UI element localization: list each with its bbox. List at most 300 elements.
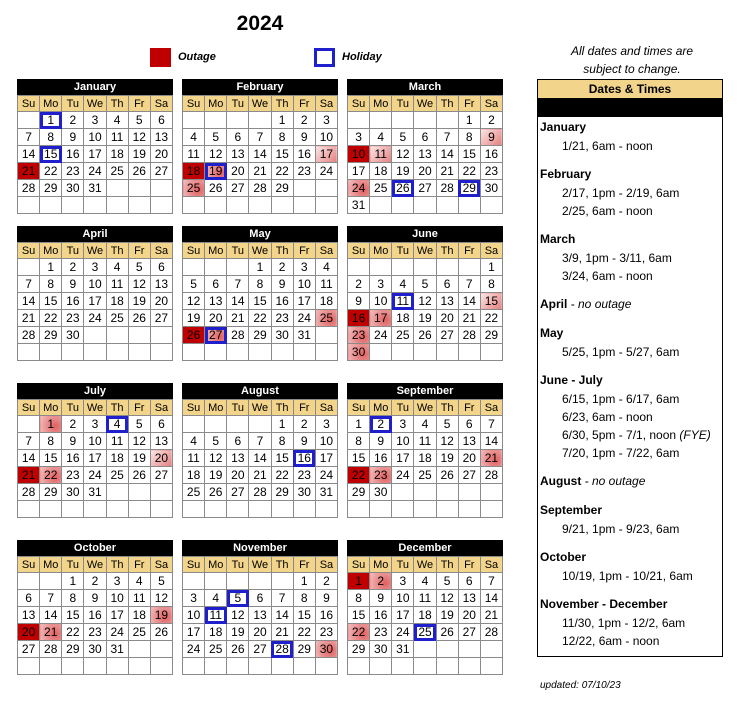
day-cell: 13 (227, 450, 249, 467)
day-cell: 20 (414, 163, 436, 180)
day-cell: 7 (480, 416, 502, 433)
day-cell: 12 (436, 590, 458, 607)
day-cell: 15 (40, 293, 62, 310)
empty-cell (436, 112, 458, 129)
empty-cell (392, 484, 414, 501)
weekday-header: We (249, 96, 271, 112)
day-cell: 21 (480, 450, 502, 467)
empty-cell (84, 344, 106, 361)
month-table (17, 242, 173, 361)
day-cell: 27 (414, 180, 436, 197)
empty-cell (249, 344, 271, 361)
day-cell: 22 (271, 467, 293, 484)
day-cell: 9 (348, 293, 370, 310)
day-cell: 10 (370, 293, 392, 310)
day-cell: 11 (183, 146, 205, 163)
day-cell: 24 (84, 467, 106, 484)
empty-cell (392, 658, 414, 675)
weekday-header: We (84, 400, 106, 416)
empty-cell (458, 484, 480, 501)
day-cell: 5 (150, 573, 172, 590)
empty-cell (227, 259, 249, 276)
empty-cell (293, 197, 315, 214)
day-cell: 25 (205, 641, 227, 658)
weekday-header: Th (271, 400, 293, 416)
weekday-header: Su (183, 400, 205, 416)
day-cell: 18 (128, 607, 150, 624)
empty-cell (392, 501, 414, 518)
day-cell: 18 (392, 310, 414, 327)
empty-cell (271, 573, 293, 590)
day-cell: 3 (315, 112, 337, 129)
day-cell: 1 (62, 573, 84, 590)
day-cell: 2 (62, 259, 84, 276)
weekday-header: Th (436, 400, 458, 416)
day-cell: 25 (106, 467, 128, 484)
day-cell: 24 (348, 180, 370, 197)
day-cell: 20 (436, 310, 458, 327)
empty-cell (227, 344, 249, 361)
day-cell: 12 (436, 433, 458, 450)
day-cell: 22 (40, 467, 62, 484)
day-cell: 15 (458, 146, 480, 163)
empty-cell (40, 344, 62, 361)
weekday-header: Sa (315, 96, 337, 112)
month-september (347, 383, 503, 518)
day-cell: 24 (315, 467, 337, 484)
empty-cell (271, 197, 293, 214)
day-cell: 30 (84, 641, 106, 658)
day-cell: 24 (370, 327, 392, 344)
month-table (17, 556, 173, 675)
schedule-line: 6/30, 5pm - 7/1, noon (FYE) (562, 428, 711, 442)
day-cell: 17 (183, 624, 205, 641)
day-cell: 22 (40, 310, 62, 327)
day-cell: 10 (315, 129, 337, 146)
day-cell: 15 (293, 607, 315, 624)
day-cell: 19 (128, 450, 150, 467)
day-cell: 3 (84, 112, 106, 129)
day-cell: 27 (249, 641, 271, 658)
day-cell: 23 (84, 624, 106, 641)
day-cell: 13 (18, 607, 40, 624)
empty-cell (458, 501, 480, 518)
weekday-header: Sa (480, 243, 502, 259)
day-cell: 17 (392, 607, 414, 624)
day-cell: 23 (293, 163, 315, 180)
day-cell: 21 (18, 163, 40, 180)
day-cell: 16 (315, 607, 337, 624)
empty-cell (414, 259, 436, 276)
schedule-line: 2/25, 6am - noon (562, 204, 653, 218)
day-cell: 17 (84, 146, 106, 163)
empty-cell (458, 641, 480, 658)
month-name: December (347, 540, 503, 556)
month-december (347, 540, 503, 675)
day-cell: 11 (106, 276, 128, 293)
empty-cell (150, 327, 172, 344)
day-cell: 13 (249, 607, 271, 624)
day-cell: 9 (480, 129, 502, 146)
day-cell: 26 (128, 467, 150, 484)
schedule-line: 10/19, 1pm - 10/21, 6am (562, 569, 693, 583)
day-cell: 2 (480, 112, 502, 129)
weekday-header: Fr (293, 400, 315, 416)
empty-cell (62, 501, 84, 518)
day-cell: 19 (414, 310, 436, 327)
day-cell: 30 (62, 180, 84, 197)
day-cell: 2 (370, 573, 392, 590)
month-october (17, 540, 173, 675)
schedule-month: October (540, 550, 587, 564)
day-cell: 18 (205, 624, 227, 641)
weekday-header: We (414, 243, 436, 259)
day-cell: 31 (348, 197, 370, 214)
day-cell: 12 (128, 433, 150, 450)
day-cell: 17 (348, 163, 370, 180)
day-cell: 6 (205, 276, 227, 293)
day-cell: 31 (392, 641, 414, 658)
day-cell: 17 (84, 293, 106, 310)
empty-cell (348, 658, 370, 675)
weekday-header: Tu (62, 96, 84, 112)
empty-cell (293, 501, 315, 518)
weekday-header: Tu (62, 243, 84, 259)
day-cell: 21 (18, 310, 40, 327)
day-cell: 5 (205, 129, 227, 146)
empty-cell (249, 573, 271, 590)
side-note-line: subject to change. (583, 62, 681, 76)
weekday-header: Fr (128, 243, 150, 259)
weekday-header: Tu (392, 557, 414, 573)
weekday-header: Th (106, 96, 128, 112)
day-cell: 23 (62, 467, 84, 484)
weekday-header: Th (271, 96, 293, 112)
day-cell: 9 (315, 590, 337, 607)
weekday-header: Th (436, 96, 458, 112)
day-cell: 16 (84, 607, 106, 624)
day-cell: 16 (370, 450, 392, 467)
day-cell: 2 (62, 112, 84, 129)
day-cell: 9 (62, 433, 84, 450)
month-january (17, 79, 173, 214)
day-cell: 25 (106, 163, 128, 180)
day-cell: 24 (315, 163, 337, 180)
day-cell: 8 (40, 129, 62, 146)
day-cell: 14 (480, 590, 502, 607)
empty-cell (370, 344, 392, 361)
day-cell: 13 (458, 433, 480, 450)
day-cell: 2 (370, 416, 392, 433)
day-cell: 20 (458, 607, 480, 624)
day-cell: 19 (150, 607, 172, 624)
month-november (182, 540, 338, 675)
day-cell: 14 (458, 293, 480, 310)
day-cell: 30 (62, 327, 84, 344)
day-cell: 4 (370, 129, 392, 146)
weekday-header: Fr (458, 400, 480, 416)
day-cell: 1 (480, 259, 502, 276)
day-cell: 18 (414, 607, 436, 624)
legend-outage-swatch (150, 48, 171, 67)
empty-cell (480, 658, 502, 675)
empty-cell (183, 344, 205, 361)
empty-cell (392, 197, 414, 214)
day-cell: 28 (249, 180, 271, 197)
day-cell: 12 (392, 146, 414, 163)
weekday-header: Su (18, 400, 40, 416)
weekday-header: Mo (205, 557, 227, 573)
day-cell: 30 (271, 327, 293, 344)
day-cell: 10 (84, 129, 106, 146)
day-cell: 21 (480, 607, 502, 624)
empty-cell (150, 501, 172, 518)
day-cell: 23 (480, 163, 502, 180)
day-cell: 24 (84, 310, 106, 327)
day-cell: 14 (18, 450, 40, 467)
day-cell: 13 (414, 146, 436, 163)
empty-cell (106, 197, 128, 214)
schedule-line: 6/15, 1pm - 6/17, 6am (562, 392, 680, 406)
day-cell: 6 (458, 416, 480, 433)
day-cell: 22 (458, 163, 480, 180)
empty-cell (128, 501, 150, 518)
day-cell: 28 (436, 180, 458, 197)
day-cell: 19 (183, 310, 205, 327)
month-name: January (17, 79, 173, 95)
day-cell: 8 (40, 276, 62, 293)
day-cell: 17 (392, 450, 414, 467)
day-cell: 12 (205, 450, 227, 467)
day-cell: 21 (249, 163, 271, 180)
day-cell: 13 (150, 276, 172, 293)
month-july (17, 383, 173, 518)
day-cell: 10 (106, 590, 128, 607)
day-cell: 16 (348, 310, 370, 327)
empty-cell (205, 416, 227, 433)
empty-cell (106, 344, 128, 361)
empty-cell (227, 573, 249, 590)
day-cell: 27 (205, 327, 227, 344)
weekday-header: We (414, 557, 436, 573)
day-cell: 8 (480, 276, 502, 293)
legend-holiday-label: Holiday (342, 51, 382, 63)
weekday-header: Su (18, 243, 40, 259)
day-cell: 4 (106, 416, 128, 433)
day-cell: 27 (436, 327, 458, 344)
weekday-header: Su (348, 557, 370, 573)
day-cell: 6 (227, 129, 249, 146)
day-cell: 28 (227, 327, 249, 344)
day-cell: 18 (370, 163, 392, 180)
day-cell: 2 (62, 416, 84, 433)
empty-cell (106, 484, 128, 501)
day-cell: 7 (249, 129, 271, 146)
day-cell: 2 (293, 112, 315, 129)
day-cell: 10 (348, 146, 370, 163)
day-cell: 1 (458, 112, 480, 129)
weekday-header: Tu (227, 243, 249, 259)
empty-cell (205, 344, 227, 361)
empty-cell (227, 197, 249, 214)
day-cell: 29 (271, 484, 293, 501)
weekday-header: Mo (205, 400, 227, 416)
day-cell: 21 (18, 467, 40, 484)
weekday-header: Th (106, 400, 128, 416)
weekday-header: Sa (315, 557, 337, 573)
legend-outage-label: Outage (178, 51, 216, 63)
weekday-header: Su (348, 243, 370, 259)
day-cell: 26 (414, 327, 436, 344)
day-cell: 11 (106, 433, 128, 450)
day-cell: 9 (293, 129, 315, 146)
weekday-header: Tu (227, 557, 249, 573)
day-cell: 18 (106, 450, 128, 467)
empty-cell (84, 658, 106, 675)
day-cell: 3 (348, 129, 370, 146)
day-cell: 3 (293, 259, 315, 276)
empty-cell (128, 484, 150, 501)
empty-cell (414, 112, 436, 129)
schedule-line: 2/17, 1pm - 2/19, 6am (562, 186, 680, 200)
empty-cell (106, 180, 128, 197)
schedule-month: September (540, 503, 603, 517)
weekday-header: Th (271, 557, 293, 573)
day-cell: 1 (348, 416, 370, 433)
day-cell: 16 (370, 607, 392, 624)
schedule-month: June - July (540, 373, 603, 387)
day-cell: 27 (458, 624, 480, 641)
day-cell: 16 (62, 450, 84, 467)
empty-cell (106, 501, 128, 518)
day-cell: 26 (392, 180, 414, 197)
empty-cell (480, 344, 502, 361)
weekday-header: Su (18, 96, 40, 112)
day-cell: 16 (271, 293, 293, 310)
empty-cell (370, 658, 392, 675)
empty-cell (271, 501, 293, 518)
day-cell: 1 (271, 416, 293, 433)
day-cell: 14 (436, 146, 458, 163)
day-cell: 6 (18, 590, 40, 607)
empty-cell (249, 416, 271, 433)
month-june (347, 226, 503, 361)
schedule-month: March (540, 232, 576, 246)
weekday-header: Mo (40, 400, 62, 416)
day-cell: 5 (227, 590, 249, 607)
empty-cell (480, 501, 502, 518)
day-cell: 21 (40, 624, 62, 641)
day-cell: 29 (271, 180, 293, 197)
day-cell: 22 (249, 310, 271, 327)
day-cell: 14 (249, 450, 271, 467)
day-cell: 18 (183, 163, 205, 180)
day-cell: 1 (249, 259, 271, 276)
empty-cell (436, 501, 458, 518)
day-cell: 17 (106, 607, 128, 624)
side-note-line: All dates and times are (570, 44, 694, 58)
day-cell: 5 (205, 433, 227, 450)
day-cell: 23 (62, 310, 84, 327)
empty-cell (315, 327, 337, 344)
month-table (182, 95, 338, 214)
day-cell: 7 (18, 433, 40, 450)
empty-cell (84, 197, 106, 214)
day-cell: 19 (436, 607, 458, 624)
day-cell: 6 (150, 259, 172, 276)
day-cell: 26 (183, 327, 205, 344)
day-cell: 12 (150, 590, 172, 607)
schedule-line: 3/9, 1pm - 3/11, 6am (562, 251, 672, 265)
day-cell: 2 (271, 259, 293, 276)
day-cell: 20 (227, 163, 249, 180)
day-cell: 19 (436, 450, 458, 467)
day-cell: 4 (414, 416, 436, 433)
empty-cell (40, 197, 62, 214)
day-cell: 9 (62, 276, 84, 293)
day-cell: 17 (315, 450, 337, 467)
day-cell: 24 (106, 624, 128, 641)
day-cell: 24 (84, 163, 106, 180)
day-cell: 7 (436, 129, 458, 146)
empty-cell (183, 573, 205, 590)
day-cell: 5 (128, 259, 150, 276)
day-cell: 16 (480, 146, 502, 163)
empty-cell (106, 658, 128, 675)
day-cell: 3 (392, 573, 414, 590)
weekday-header: Su (183, 243, 205, 259)
day-cell: 25 (370, 180, 392, 197)
weekday-header: Sa (315, 400, 337, 416)
day-cell: 23 (271, 310, 293, 327)
day-cell: 12 (183, 293, 205, 310)
empty-cell (227, 658, 249, 675)
day-cell: 26 (150, 624, 172, 641)
day-cell: 28 (480, 467, 502, 484)
empty-cell (18, 197, 40, 214)
weekday-header: Mo (205, 243, 227, 259)
day-cell: 2 (348, 276, 370, 293)
day-cell: 8 (271, 129, 293, 146)
day-cell: 20 (249, 624, 271, 641)
empty-cell (150, 484, 172, 501)
day-cell: 26 (436, 467, 458, 484)
day-cell: 10 (392, 433, 414, 450)
day-cell: 3 (370, 276, 392, 293)
weekday-header: Mo (370, 243, 392, 259)
schedule-month: November - December (540, 597, 668, 611)
day-cell: 1 (293, 573, 315, 590)
day-cell: 2 (293, 416, 315, 433)
day-cell: 29 (348, 484, 370, 501)
day-cell: 11 (128, 590, 150, 607)
day-cell: 28 (18, 484, 40, 501)
day-cell: 7 (227, 276, 249, 293)
day-cell: 7 (18, 276, 40, 293)
day-cell: 29 (62, 641, 84, 658)
day-cell: 5 (183, 276, 205, 293)
weekday-header: Mo (40, 557, 62, 573)
month-table (347, 242, 503, 361)
day-cell: 11 (414, 590, 436, 607)
day-cell: 14 (480, 433, 502, 450)
weekday-header: Fr (293, 96, 315, 112)
day-cell: 20 (227, 467, 249, 484)
day-cell: 22 (293, 624, 315, 641)
day-cell: 10 (293, 276, 315, 293)
day-cell: 20 (458, 450, 480, 467)
dates-times-panel (537, 79, 723, 657)
